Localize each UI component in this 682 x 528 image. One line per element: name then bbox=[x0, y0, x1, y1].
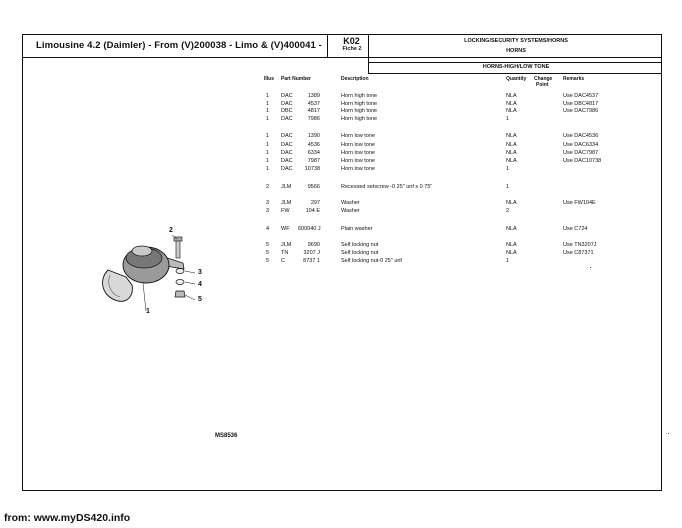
cell-description: Horn low tone bbox=[341, 166, 375, 172]
cell-part-prefix: DAC bbox=[281, 166, 293, 172]
cell-illus: 4 bbox=[266, 226, 270, 232]
cell-description: Self locking nut bbox=[341, 242, 379, 248]
cell-remarks: Use C87371 bbox=[563, 250, 594, 256]
cell-part-number: 6334 bbox=[307, 150, 320, 156]
cell-quantity: 1 bbox=[506, 166, 510, 172]
speck bbox=[590, 267, 591, 268]
header-divider bbox=[22, 57, 662, 58]
cell-quantity: NLA bbox=[506, 242, 517, 248]
cell-part-number: 7987 bbox=[307, 158, 320, 164]
cell-part-prefix: DAC bbox=[281, 116, 293, 122]
cell-remarks: Use DBC4817 bbox=[563, 101, 599, 107]
col-point: Point bbox=[536, 82, 549, 88]
cell-part-number: 9690 bbox=[307, 242, 320, 248]
cell-part-number: 8737 1 bbox=[303, 258, 320, 264]
cell-quantity: NLA bbox=[506, 142, 517, 148]
callout-1: 1 bbox=[146, 308, 150, 315]
cell-illus: 2 bbox=[266, 184, 270, 190]
cell-remarks: Use DAC7987 bbox=[563, 150, 599, 156]
cell-part-number: 10738 bbox=[304, 166, 320, 172]
cell-quantity: 2 bbox=[506, 208, 510, 214]
col-remarks: Remarks bbox=[563, 76, 585, 82]
cell-quantity: NLA bbox=[506, 133, 517, 139]
cell-part-number: 9566 bbox=[307, 184, 320, 190]
source-footer: from: www.myDS420.info bbox=[4, 512, 131, 524]
cell-quantity: NLA bbox=[506, 150, 517, 156]
cell-remarks: Use DAC10738 bbox=[563, 158, 602, 164]
cell-description: Horn low tone bbox=[341, 133, 375, 139]
cell-quantity: 1 bbox=[506, 184, 510, 190]
divider bbox=[368, 34, 369, 73]
cell-quantity: 1 bbox=[506, 116, 510, 122]
cell-part-number: 3207 J bbox=[303, 250, 320, 256]
cell-quantity: NLA bbox=[506, 250, 517, 256]
cell-quantity: NLA bbox=[506, 101, 517, 107]
cell-part-prefix: DAC bbox=[281, 101, 293, 107]
callout-5: 5 bbox=[198, 296, 202, 303]
cell-description: Recessed setscrew -0 25" unf x 0 75" bbox=[341, 184, 433, 190]
cell-illus: 1 bbox=[266, 142, 270, 148]
cell-illus: 1 bbox=[266, 158, 270, 164]
col-part-number: Part Number bbox=[281, 76, 312, 82]
cell-part-prefix: TN bbox=[281, 250, 289, 256]
cell-part-prefix: DAC bbox=[281, 93, 293, 99]
cell-illus: 1 bbox=[266, 108, 270, 114]
cell-remarks: Use FW104E bbox=[563, 200, 596, 206]
cell-quantity: NLA bbox=[506, 93, 517, 99]
cell-part-number: 1390 bbox=[307, 133, 320, 139]
cell-illus: 1 bbox=[266, 133, 270, 139]
cell-part-number: 7986 bbox=[307, 116, 320, 122]
col-illus: Illus bbox=[264, 76, 275, 82]
cell-part-number: 4817 bbox=[307, 108, 320, 114]
cell-part-prefix: DAC bbox=[281, 133, 293, 139]
cell-remarks: Use DAC4536 bbox=[563, 133, 599, 139]
cell-illus: 5 bbox=[266, 250, 270, 256]
cell-part-prefix: JLM bbox=[281, 242, 292, 248]
divider bbox=[327, 34, 328, 57]
cell-part-number: 1389 bbox=[307, 93, 320, 99]
cell-quantity: 1 bbox=[506, 258, 510, 264]
cell-remarks: Use TN3207J bbox=[563, 242, 597, 248]
cell-illus: 3 bbox=[266, 200, 270, 206]
cell-part-number: 4536 bbox=[307, 142, 320, 148]
cell-illus: 1 bbox=[266, 116, 270, 122]
cell-remarks: Use C724 bbox=[563, 226, 588, 232]
cell-quantity: NLA bbox=[506, 200, 517, 206]
fiche-number: Fiche 2 bbox=[342, 46, 362, 52]
cell-illus: 1 bbox=[266, 101, 270, 107]
cell-part-prefix: WF bbox=[281, 226, 290, 232]
cell-illus: 5 bbox=[266, 242, 270, 248]
cell-illus: 3 bbox=[266, 208, 270, 214]
callout-2: 2 bbox=[169, 227, 173, 234]
cell-description: Self locking nut-0 25" unf bbox=[341, 258, 402, 264]
cell-quantity: NLA bbox=[506, 158, 517, 164]
cell-description: Self locking nut bbox=[341, 250, 379, 256]
fiche-code: K02 bbox=[343, 36, 360, 46]
cell-part-prefix: JLM bbox=[281, 184, 292, 190]
cell-quantity: NLA bbox=[506, 108, 517, 114]
callout-4: 4 bbox=[198, 281, 202, 288]
cell-illus: 5 bbox=[266, 258, 270, 264]
speck bbox=[668, 433, 669, 434]
cell-remarks: Use DAC4537 bbox=[563, 93, 599, 99]
cell-description: Horn low tone bbox=[341, 158, 375, 164]
col-description: Description bbox=[341, 76, 369, 82]
cell-illus: 1 bbox=[266, 166, 270, 172]
cell-description: Horn high tone bbox=[341, 93, 378, 99]
group-title: HORNS bbox=[506, 48, 526, 54]
cell-part-prefix: DAC bbox=[281, 142, 293, 148]
col-change: Change bbox=[534, 76, 553, 82]
cell-part-number: 104 E bbox=[305, 208, 320, 214]
cell-description: Horn low tone bbox=[341, 142, 375, 148]
cell-part-prefix: JLM bbox=[281, 200, 292, 206]
cell-description: Horn high tone bbox=[341, 108, 378, 114]
cell-part-prefix: DAC bbox=[281, 150, 293, 156]
cell-remarks: Use DAC7986 bbox=[563, 108, 599, 114]
cell-part-prefix: DAC bbox=[281, 158, 293, 164]
cell-description: Horn high tone bbox=[341, 116, 378, 122]
cell-description: Plain washer bbox=[341, 226, 373, 232]
cell-description: Horn high tone bbox=[341, 101, 378, 107]
cell-part-prefix: C bbox=[281, 258, 285, 264]
cell-part-prefix: FW bbox=[281, 208, 290, 214]
cell-illus: 1 bbox=[266, 150, 270, 156]
cell-illus: 1 bbox=[266, 93, 270, 99]
cell-part-number: 600040 J bbox=[298, 226, 321, 232]
subgroup-title: HORNS-HIGH/LOW TONE bbox=[482, 64, 550, 70]
cell-remarks: Use DAC6334 bbox=[563, 142, 599, 148]
cell-description: Horn low tone bbox=[341, 150, 375, 156]
cell-part-number: 297 bbox=[310, 200, 320, 206]
cell-description: Washer bbox=[341, 208, 360, 214]
illustration-reference: MS8536 bbox=[215, 433, 238, 439]
cell-part-number: 4537 bbox=[307, 101, 320, 107]
divider bbox=[368, 62, 662, 63]
cell-description: Washer bbox=[341, 200, 360, 206]
cell-part-prefix: DBC bbox=[281, 108, 293, 114]
system-title: LOCKING/SECURITY SYSTEMS/HORNS bbox=[464, 38, 568, 44]
vehicle-title: Limousine 4.2 (Daimler) - From (V)200038 - Limo & (V)400041 - bbox=[36, 40, 322, 51]
divider bbox=[368, 73, 662, 74]
col-quantity: Quantity bbox=[506, 76, 527, 82]
callout-3: 3 bbox=[198, 269, 202, 276]
cell-quantity: NLA bbox=[506, 226, 517, 232]
